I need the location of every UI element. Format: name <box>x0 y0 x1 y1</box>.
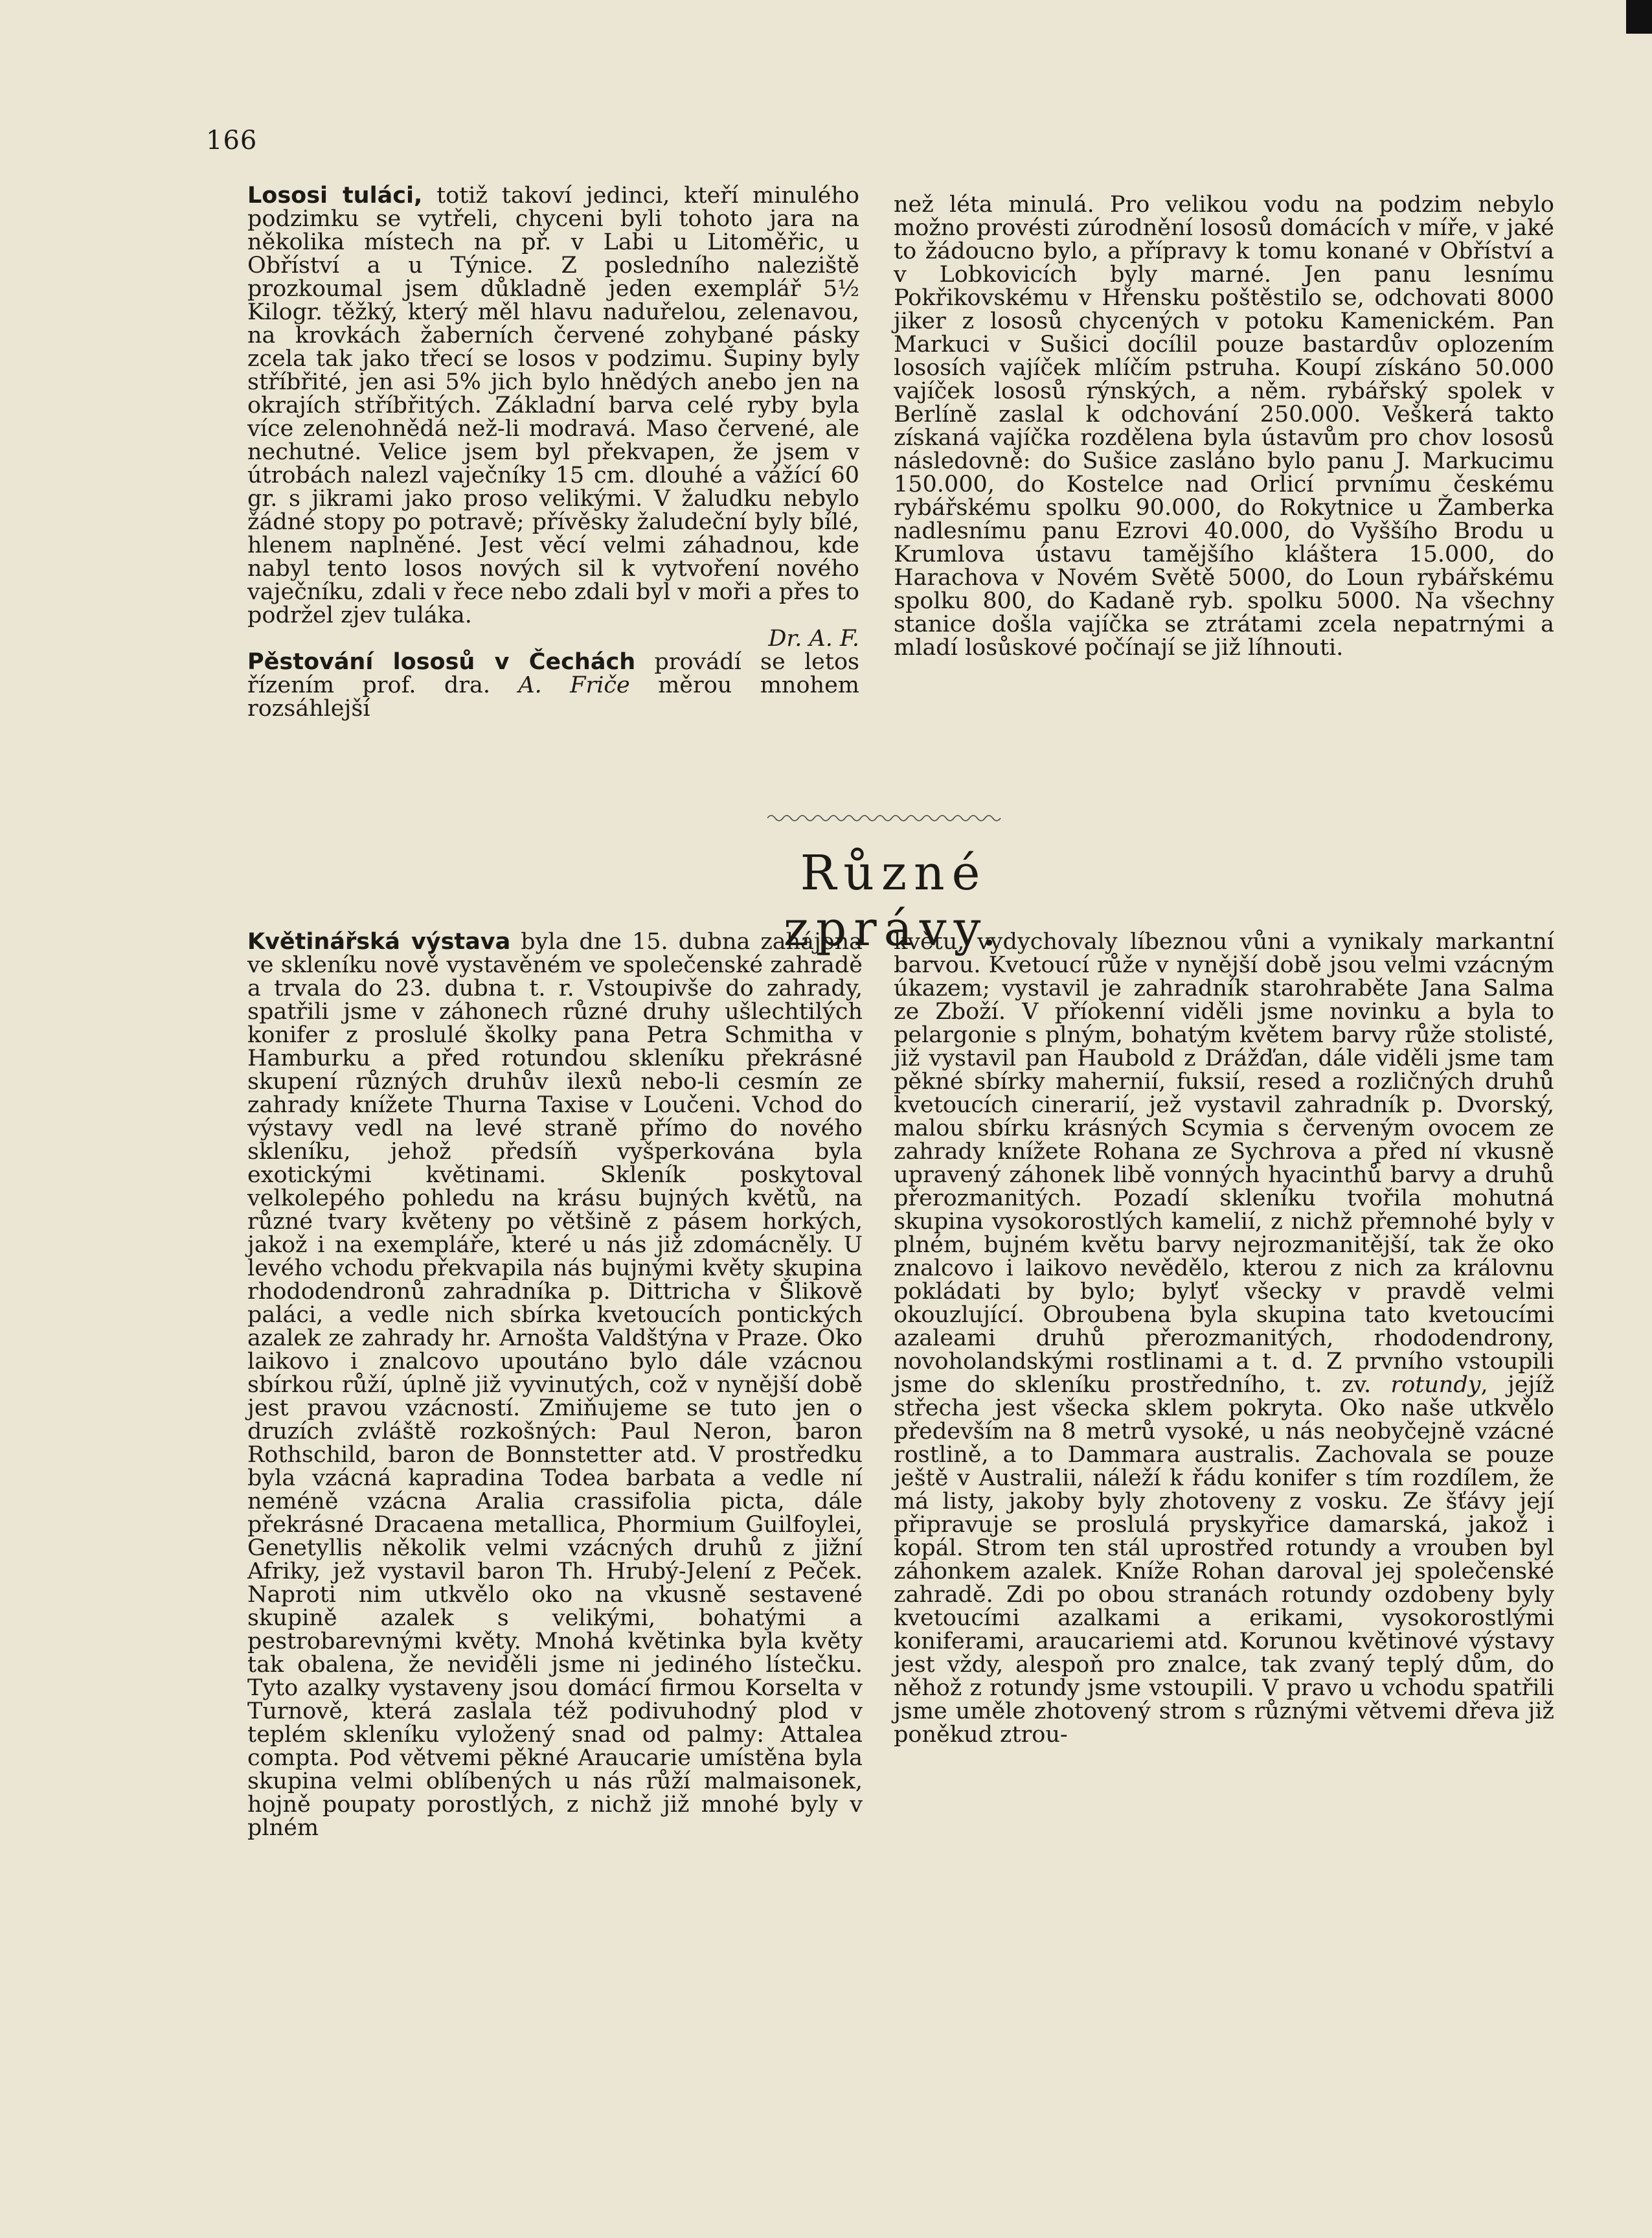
article-body: byla dne 15. dubna zahájena ve skleníku nově vystavěném ve společenské zahradě a trvala do 23. dubna t. r. Vstoupivše do zahrady, spatřili jsme v záhonech různé druhy ušlechtilých konifer z proslulé školky pana Petra Schmitha v Hamburku a před rotundou skleníku překrásné skupení různých druhův ilexů nebo-li cesmín ze zahrady knížete Thurna Taxise v Loučeni. Vchod do výstavy vedl na levé straně přímo do nového skleníku, jehož předsíň vyšperkována byla exotickými květinami. Skleník poskytoval velkolepého pohledu na krásu bujných květů, na různé tvary květeny po většině z pásem horkých, jakož i na exempláře, které u nás již zdomácněly. U levého vchodu překvapila nás bujnými květy skupina rhododendronů zahradníka p. Dittricha v Šlikově paláci, a vedle nich sbírka kvetoucích pontických azalek ze zahrady hr. Arnošta Valdštýna v Praze. Oko laikovo i znalcovo upoutáno bylo dále vzácnou sbírkou růží, úplně již vyvinutých, což v nynější době jest pravou vzácností. Zmiňujeme se tuto jen o druzích zvláště rozkošných: Paul Neron, baron Rothschild, baron de Bonnstetter atd. V prostředku byla vzácná kapradina Todea barbata a vedle ní neméně vzácna Aralia crassifolia picta, dále překrásné Dracaena metallica, Phormium Guilfoylei, Genetyllis několik velmi vzácných druhů z jižní Afriky, jež vystavil baron Th. Hrubý-Jelení z Peček. Naproti nim utkvělo oko na vkusně sestavené skupině azalek s velikými, bohatými a pestrobarevnými květy. Mnohá květinka byla květy tak obalena, že neviděli jsme ni jediného lístečku. Tyto azalky vystaveny jsou domácí firmou Korselta v Turnově, která zaslala též podivuhodný plod v teplém skleníku vyložený snad od palmy: Attalea compta. Pod větvemi pěkné Araucarie umístěna byla skupina velmi oblíbených u nás růží malmaisonek, hojně poupaty porostlých, z nichž již mnohé byly v plném <box>247 929 863 1841</box>
article-lead: Pěstování lososů v Čechách <box>247 649 636 675</box>
article-pestovani-lososu <box>247 650 859 720</box>
article-body: , jejíž střecha jest všecka sklem pokryta. Oko naše utkvělo především na 8 metrů vysoké, u nás neobyčejně vzácné rostlině, a to Dammara australis. Zachovala se pouze ještě v Australii, náleží k řádu konifer s tím rozdílem, že má listy, jakoby byly zhotoveny z vosku. Ze šťávy její připravuje se proslulá pryskyřice damarská, jakož i kopál. Strom ten stál uprostřed rotundy a vrouben byl záhonkem azalek. Kníže Rohan daroval jej společenské zahradě. Zdi po obou stranách rotundy ozdobeny byly kvetoucími azalkami a erikami, vysokorostlými koniferami, araucariemi atd. Korunou květinové výstavy jest vždy, alespoň pro znalce, tak zvaný teplý dům, do něhož z rotundy jsme vstoupili. V pravo u vchodu spatřili jsme uměle zhotovený strom s různými větvemi dřeva již poněkud ztrou- <box>894 1372 1554 1748</box>
article-body: měrou mnohem rozsáhlejší <box>247 672 859 722</box>
wavy-divider <box>767 812 1004 825</box>
article-continuation: než léta minulá. Pro velikou vodu na podzim nebylo možno provésti zúrodnění lososů domácích v míře, v jaké to žádoucno bylo, a přípravy k tomu konané v Obříství a v Lobkovicích byly marné. Jen panu lesnímu Pokřikovskému v Hřensku poštěstilo se, odchovati 8000 jiker z lososů chycených v potoku Kamenickém. Pan Markuci v Sušici docílil pouze bastardův oplozením lososích vajíček mlíčím pstruha. Koupí získáno 50.000 vajíček lososů rýnských, a něm. rybářský spolek v Berlíně zaslal k odchování 250.000. Veškerá takto získaná vajíčka rozdělena byla ústavům pro chov lososů následovně: do Sušice zasláno bylo panu J. Markucimu 150.000, do Kostelce nad Orlicí prvnímu českému rybářskému spolku 90.000, do Rokytnice u Žamberka nadlesnímu panu Ezrovi 40.000, do Vyššího Brodu u Krumlova ústavu tamějšího kláštera 15.000, do Harachova v Novém Světě 5000, do Loun rybářskému spolku 800, do Kadaně ryb. spolku 5000. Na všechny stanice došla vajíčka se ztrátami zcela nepatrnými a mladí losůskové počínají se již líhnouti. <box>894 192 1554 661</box>
bottom-left-column <box>247 930 863 1840</box>
article-body: totiž takoví jedinci, kteří minulého podzimku se vytřeli, chyceni byli tohoto jara na několika místech na př. v Labi u Litoměřic, u Obříství a u Týnice. Z posledního naleziště prozkoumal jsem důkladně jeden exemplář 5½ Kilogr. těžký, který měl hlavu naduřelou, zelenavou, na krovkách žaberních červené zohybané pásky zcela tak jako třecí se losos v podzimu. Šupiny byly stříbřité, jen asi 5% jich bylo hnědých anebo jen na okrajích stříbřitých. Základní barva celé ryby byla více zelenohnědá než-li modravá. Maso červené, ale nechutné. Velice jsem byl překvapen, že jsem v útrobách nalezl vaječníky 15 cm. dlouhé a vážící 60 gr. s jikrami jako proso velikými. V žaludku nebylo žádné stopy po potravě; přívěsky žaludeční byly bílé, hlenem naplněné. Jest věcí velmi záhadnou, kde nabyl tento losos nových sil k vytvoření nového vaječníku, zdali v řece nebo zdali byl v moři a přes to podržel zjev tuláka. <box>247 183 859 628</box>
article-signature-line <box>247 627 859 650</box>
section-title: Různé zprávy. <box>783 845 1004 957</box>
article-signature: Dr. A. F. <box>768 626 859 652</box>
bottom-right-column <box>894 930 1554 1746</box>
emphasis-rotundy: rotundy <box>1390 1372 1481 1398</box>
author-name: A. Friče <box>518 672 630 698</box>
top-left-column <box>247 184 859 720</box>
scan-corner-mark <box>1626 0 1652 34</box>
article-continuation <box>894 930 1554 1746</box>
article-kvetinarska-vystava <box>247 930 863 1840</box>
article-body: květu, vydychovaly líbeznou vůni a vynikaly markantní barvou. Kvetoucí růže v nynější době jsou velmi vzácným úkazem; vystavil je zahradník starohraběte Jana Salma ze Zboží. V příokenní viděli jsme novinku a byla to pelargonie s plným, bohatým květem barvy růže stolisté, již vystavil pan Haubold z Drážďan, dále viděli jsme tam pěkné sbírky mahernií, fuksií, resed a rozličných druhů kvetoucích cinerarií, jež vystavil zahradník p. Dvorský, malou sbírku krásných Scymia s červeným ovocem ze zahrady knížete Rohana ze Sychrova a před ní vkusně upravený záhonek libě vonných hyacinthů barvy a druhů přerozmanitých. Pozadí skleníku tvořila mohutná skupina vysokorostlých kamelií, z nichž přemnohé byly v plném, bujném květu barvy nejrozmanitější, tak že oko znalcovo i laikovo nevědělo, kterou z nich za královnu pokládati by bylo; bylyť všecky v pravdě velmi okouzlující. Obroubena byla skupina tato kvetoucími azaleami druhů přerozmanitých, rhododendrony, novoholandskými rostlinami a t. d. Z prvního vstoupili jsme do skleníku prostředního, t. zv. <box>894 929 1554 1398</box>
article-lead: Květinářská výstava <box>247 929 511 955</box>
article-lead: Lososi tuláci, <box>247 183 423 209</box>
page-number: 166 <box>206 126 258 155</box>
article-lososi-tulaci <box>247 184 859 627</box>
top-right-column <box>894 193 1554 659</box>
article-body: provádí se letos řízením prof. dra. <box>247 649 859 698</box>
